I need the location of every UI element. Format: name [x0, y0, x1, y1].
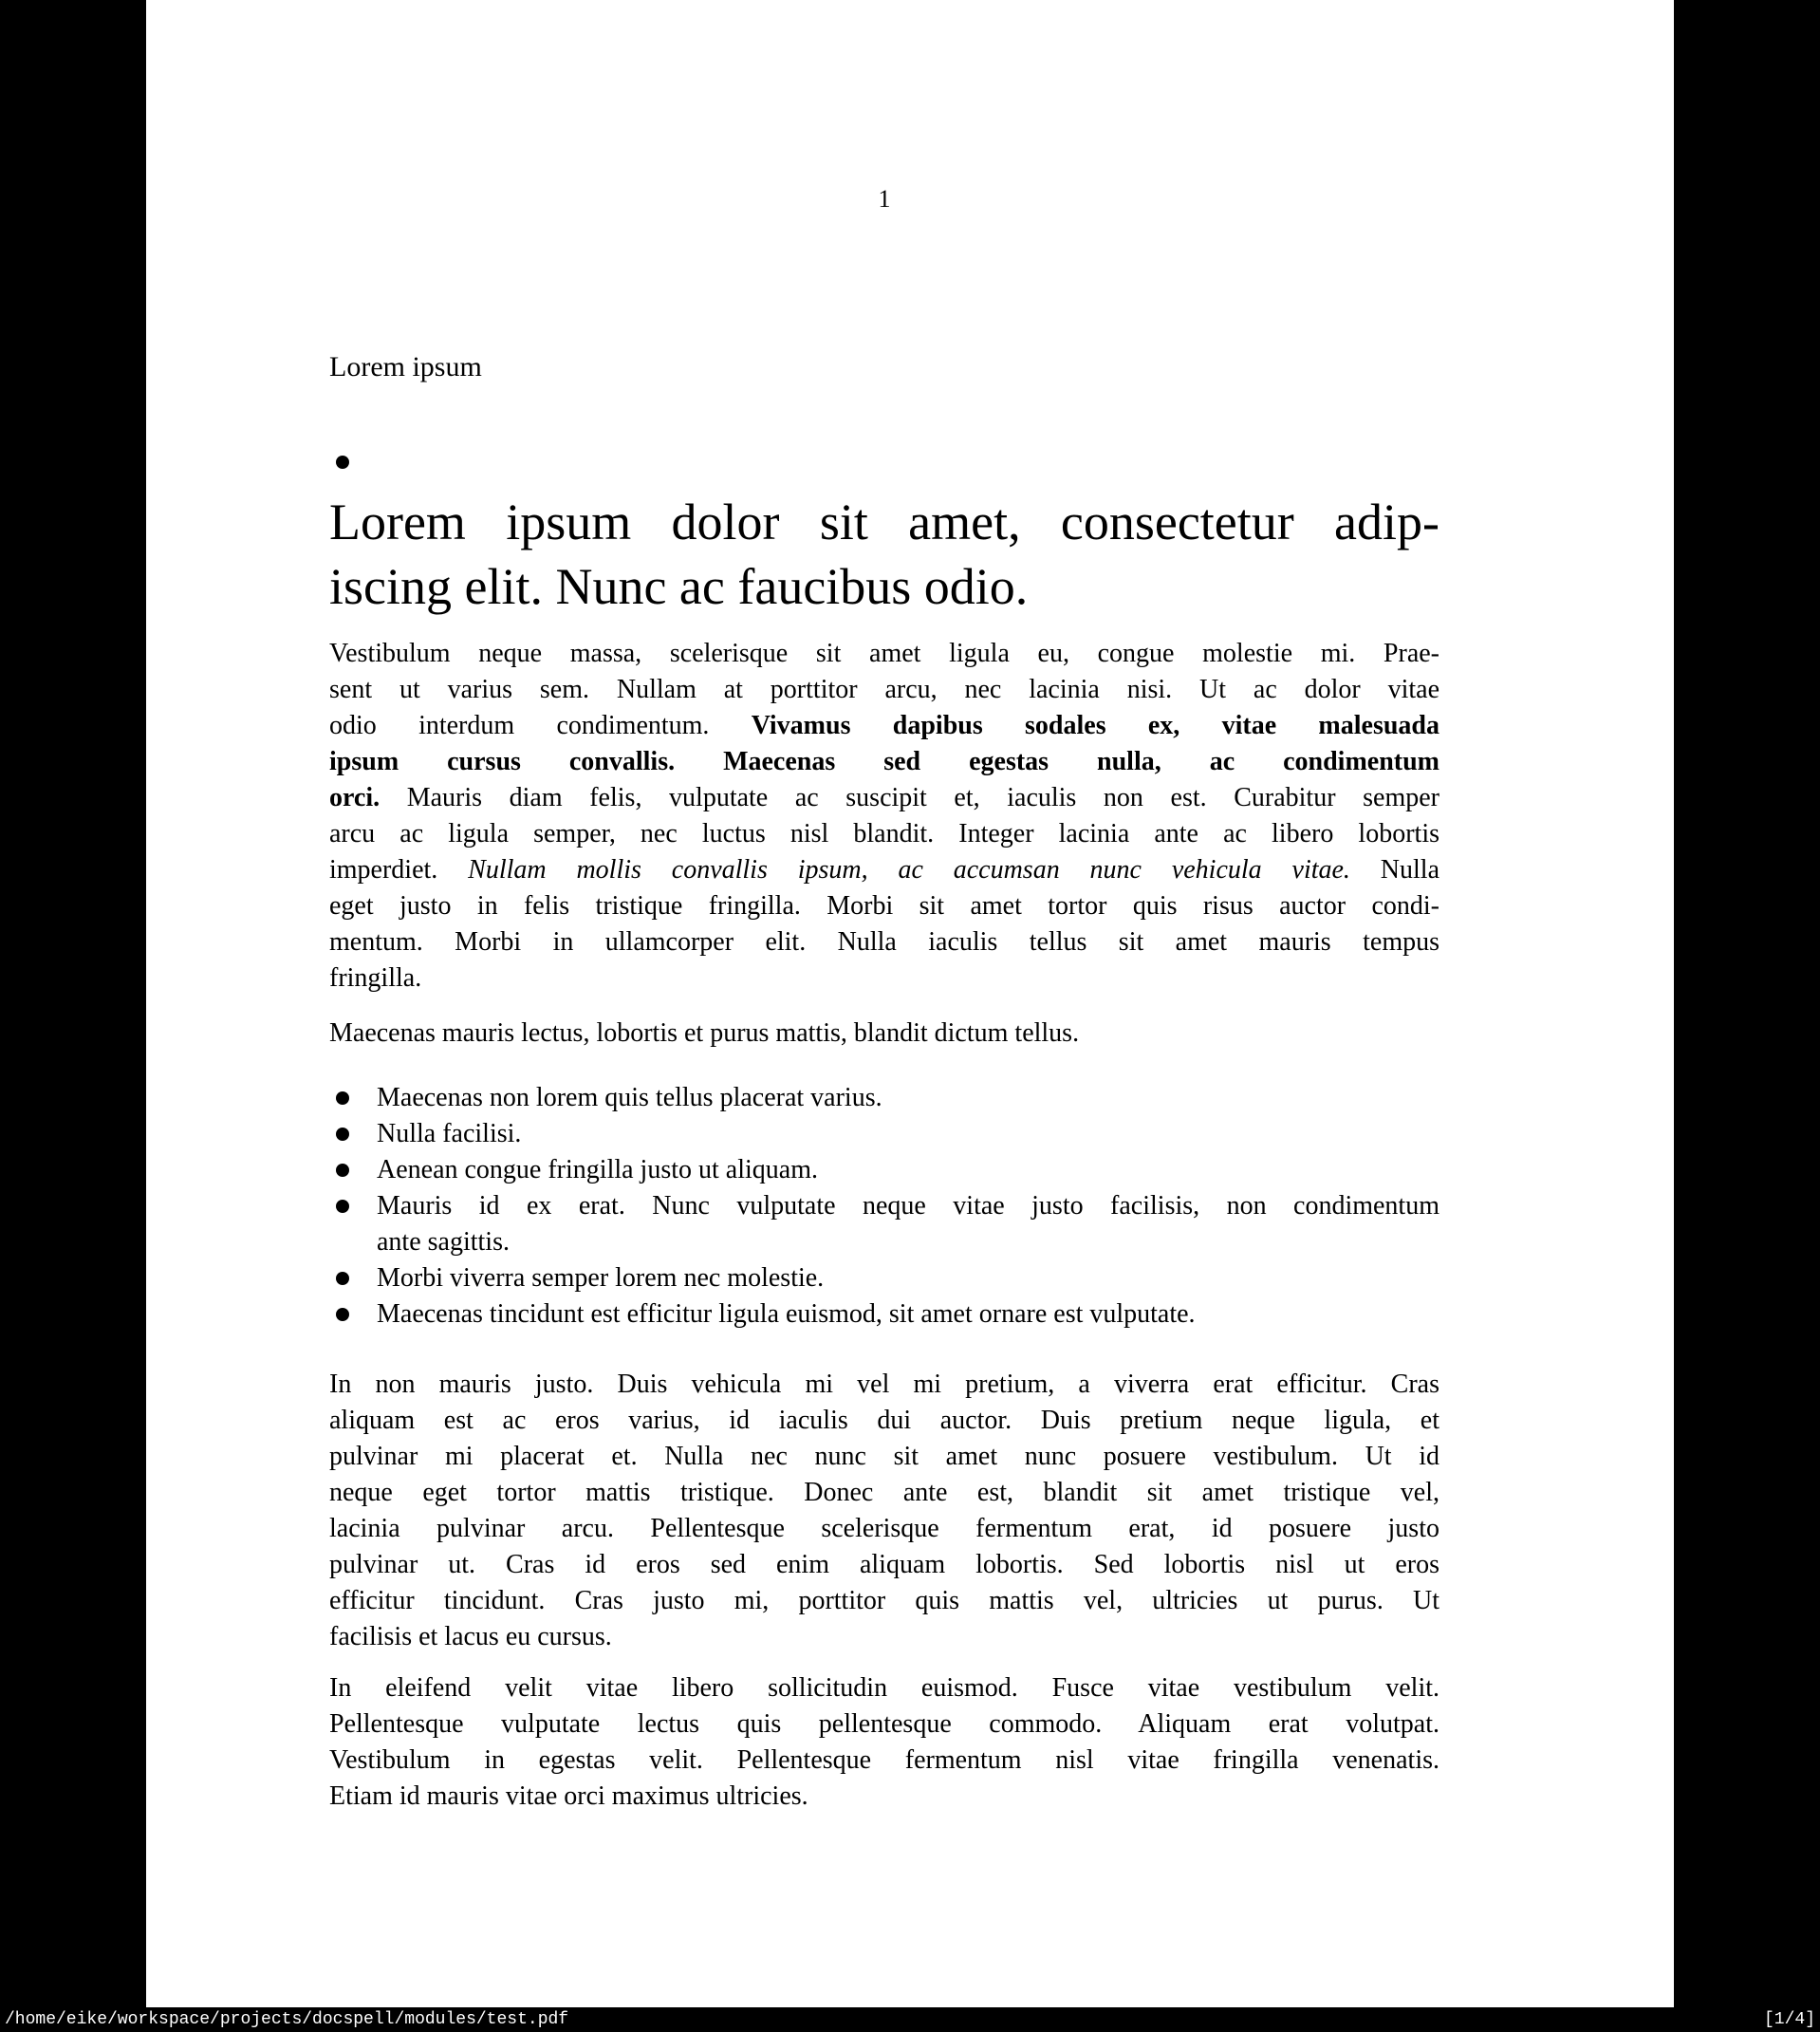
text-line: Pellentesque vulputate lectus quis pellentesque commodo. Aliquam erat volutpat. [329, 1709, 1439, 1739]
text-line: neque eget tortor mattis tristique. Donec ante est, blandit sit amet tristique vel, [329, 1478, 1439, 1507]
bullet-list [329, 1080, 1439, 1333]
statusbar-file-path: /home/eike/workspace/projects/docspell/modules/test.pdf [5, 2010, 569, 2029]
text-line: ante sagittis. [377, 1227, 510, 1257]
text-line: aliquam est ac eros varius, id iaculis dui auctor. Duis pretium neque ligula, et [329, 1406, 1439, 1435]
text-line: Vestibulum in egestas velit. Pellentesque fermentum nisl vitae fringilla venenatis. [329, 1745, 1439, 1775]
text-line: pulvinar mi placerat et. Nulla nec nunc sit amet nunc posuere vestibulum. Ut id [329, 1442, 1439, 1471]
text-line: eget justo in felis tristique fringilla. Morbi sit amet tortor quis risus auctor condi- [329, 891, 1439, 921]
page-content [329, 0, 1439, 2007]
list-item [329, 1116, 1439, 1152]
statusbar [0, 2007, 1820, 2032]
text-line: Morbi viverra semper lorem nec molestie. [377, 1263, 825, 1293]
text-line: Nulla facilisi. [377, 1119, 522, 1148]
text-line: Lorem ipsum dolor sit amet, consectetur adip- [329, 494, 1439, 550]
empty-item-bullet-icon [336, 456, 349, 469]
list-item [329, 1152, 1439, 1188]
text-line: orci. Mauris diam felis, vulputate ac suscipit et, iaculis non est. Curabitur semper [329, 783, 1439, 812]
text-line: odio interdum condimentum. Vivamus dapibus sodales ex, vitae malesuada [329, 711, 1439, 740]
statusbar-page-indicator: [1/4] [1763, 2010, 1815, 2029]
pre-title-label: Lorem ipsum [329, 351, 482, 382]
text-line: pulvinar ut. Cras id eros sed enim aliquam lobortis. Sed lobortis nisl ut eros [329, 1550, 1439, 1579]
text-line: mentum. Morbi in ullamcorper elit. Nulla iaculis tellus sit amet mauris tempus [329, 927, 1439, 957]
paragraph-1 [329, 636, 1439, 997]
list-item [329, 1296, 1439, 1333]
bullet-icon [336, 1200, 349, 1213]
list-item [329, 1080, 1439, 1116]
text-line: fringilla. [329, 963, 422, 993]
list-item [329, 1260, 1439, 1296]
text-line: imperdiet. Nullam mollis convallis ipsum, ac accumsan nunc vehicula vitae. Nulla [329, 855, 1439, 885]
text-line: Maecenas tincidunt est efficitur ligula euismod, sit amet ornare est vulputate. [377, 1299, 1196, 1329]
text-line: ipsum cursus convallis. Maecenas sed egestas nulla, ac condimentum [329, 747, 1439, 776]
text-line: efficitur tincidunt. Cras justo mi, porttitor quis mattis vel, ultricies ut purus. Ut [329, 1586, 1439, 1615]
text-line: Maecenas non lorem quis tellus placerat varius. [377, 1083, 882, 1112]
paragraph-4 [329, 1670, 1439, 1815]
text-line: arcu ac ligula semper, nec luctus nisl blandit. Integer lacinia ante ac libero lobortis [329, 819, 1439, 848]
text-line: In non mauris justo. Duis vehicula mi vel mi pretium, a viverra erat efficitur. Cras [329, 1370, 1439, 1399]
bullet-icon [336, 1164, 349, 1177]
text-line: Vestibulum neque massa, scelerisque sit amet ligula eu, congue molestie mi. Prae- [329, 639, 1439, 668]
paragraph-2 [329, 1016, 1439, 1052]
list-item [329, 1188, 1439, 1260]
text-line: facilisis et lacus eu cursus. [329, 1622, 612, 1651]
text-line: Mauris id ex erat. Nunc vulputate neque vitae justo facilisis, non condimentum [377, 1191, 1439, 1221]
text-line: Aenean congue fringilla justo ut aliquam. [377, 1155, 818, 1184]
bullet-icon [336, 1308, 349, 1321]
document-title [329, 490, 1439, 619]
text-line: sent ut varius sem. Nullam at porttitor arcu, nec lacinia nisi. Ut ac dolor vitae [329, 675, 1439, 704]
bullet-icon [336, 1128, 349, 1141]
text-line: iscing elit. Nunc ac faucibus odio. [329, 558, 1029, 615]
paragraph-3 [329, 1367, 1439, 1655]
text-line: In eleifend velit vitae libero sollicitudin euismod. Fusce vitae vestibulum velit. [329, 1673, 1439, 1703]
document-page[interactable] [146, 0, 1674, 2007]
text-line: Etiam id mauris vitae orci maximus ultricies. [329, 1781, 808, 1811]
text-line: lacinia pulvinar arcu. Pellentesque scelerisque fermentum erat, id posuere justo [329, 1514, 1439, 1543]
page-number: 1 [878, 185, 891, 213]
bullet-icon [336, 1272, 349, 1285]
text-line: Maecenas mauris lectus, lobortis et purus mattis, blandit dictum tellus. [329, 1018, 1080, 1048]
bullet-icon [336, 1091, 349, 1105]
